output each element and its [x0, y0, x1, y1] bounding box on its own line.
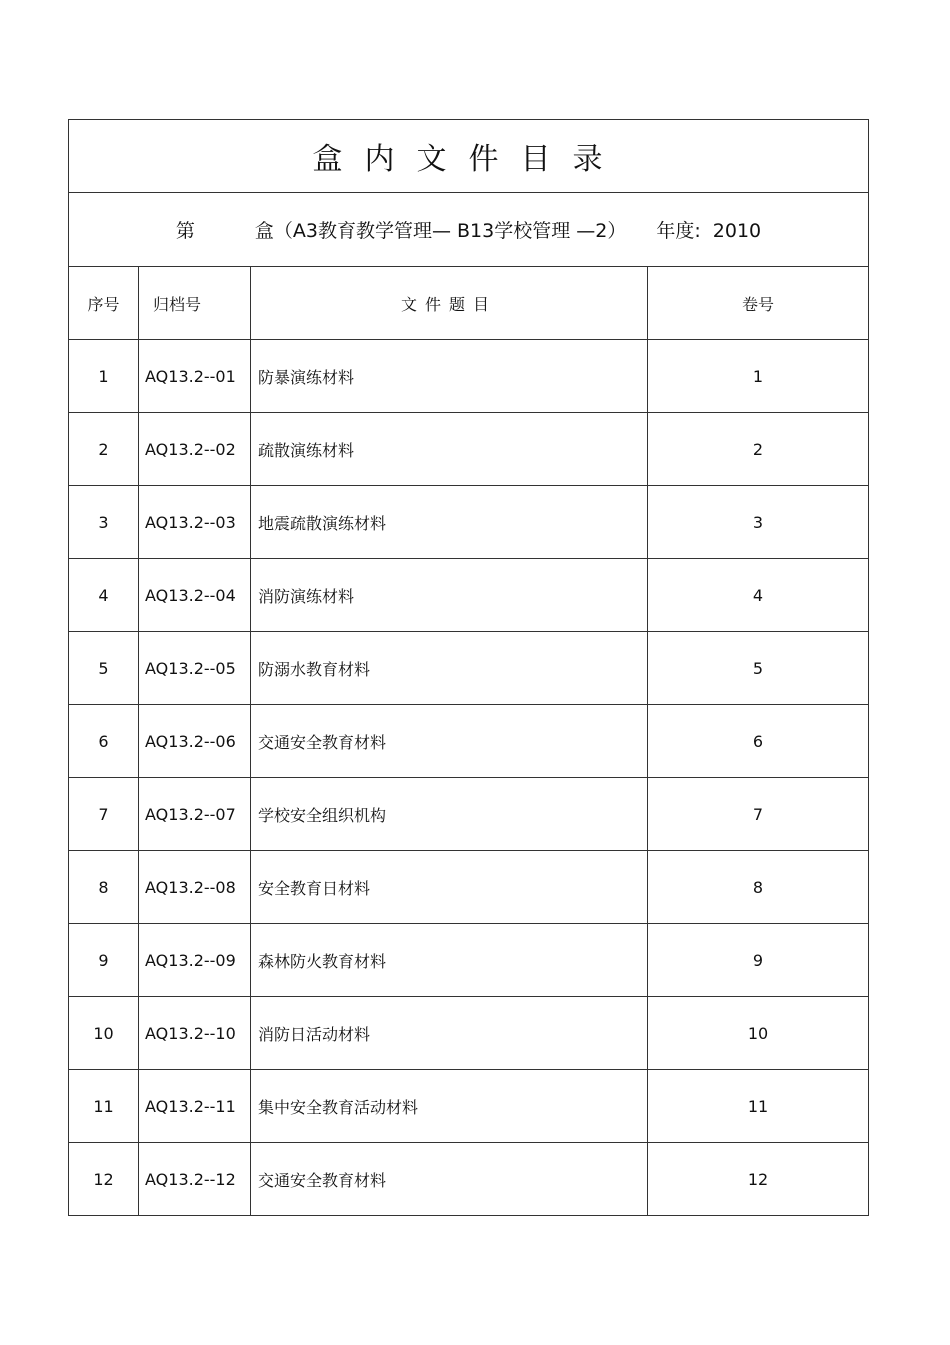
row-archive-no: AQ13.2--01	[139, 340, 251, 413]
header-volume: 卷号	[648, 267, 869, 340]
row-seq: 3	[69, 486, 139, 559]
header-doc-title: 文件题目	[251, 267, 648, 340]
row-volume: 3	[648, 486, 869, 559]
row-volume: 1	[648, 340, 869, 413]
row-volume: 4	[648, 559, 869, 632]
table-row	[69, 1070, 869, 1143]
row-seq: 11	[69, 1070, 139, 1143]
year-value: 2010	[712, 220, 762, 242]
table-header-row	[69, 267, 869, 340]
row-seq: 5	[69, 632, 139, 705]
table-row	[69, 413, 869, 486]
table-row	[69, 997, 869, 1070]
table-row	[69, 778, 869, 851]
row-seq: 9	[69, 924, 139, 997]
row-volume: 6	[648, 705, 869, 778]
row-archive-no: AQ13.2--09	[139, 924, 251, 997]
row-volume: 12	[648, 1143, 869, 1216]
row-doc-title: 消防日活动材料	[251, 997, 648, 1070]
row-volume: 8	[648, 851, 869, 924]
row-archive-no: AQ13.2--12	[139, 1143, 251, 1216]
row-archive-no: AQ13.2--05	[139, 632, 251, 705]
row-doc-title: 学校安全组织机构	[251, 778, 648, 851]
row-archive-no: AQ13.2--11	[139, 1070, 251, 1143]
row-seq: 7	[69, 778, 139, 851]
row-seq: 8	[69, 851, 139, 924]
row-volume: 2	[648, 413, 869, 486]
row-volume: 10	[648, 997, 869, 1070]
header-seq: 序号	[69, 267, 139, 340]
box-description: 盒（A3教育教学管理— B13学校管理 —2）	[254, 220, 627, 242]
table-row	[69, 705, 869, 778]
box-info	[69, 193, 869, 267]
row-archive-no: AQ13.2--02	[139, 413, 251, 486]
row-archive-no: AQ13.2--07	[139, 778, 251, 851]
table-row	[69, 559, 869, 632]
row-doc-title: 集中安全教育活动材料	[251, 1070, 648, 1143]
table-row	[69, 632, 869, 705]
row-doc-title: 消防演练材料	[251, 559, 648, 632]
row-archive-no: AQ13.2--04	[139, 559, 251, 632]
row-volume: 9	[648, 924, 869, 997]
row-volume: 5	[648, 632, 869, 705]
row-doc-title: 疏散演练材料	[251, 413, 648, 486]
row-doc-title: 地震疏散演练材料	[251, 486, 648, 559]
table-row	[69, 851, 869, 924]
row-seq: 12	[69, 1143, 139, 1216]
row-volume: 7	[648, 778, 869, 851]
year-label: 年度:	[656, 220, 701, 242]
row-archive-no: AQ13.2--08	[139, 851, 251, 924]
table-row	[69, 1143, 869, 1216]
row-doc-title: 森林防火教育材料	[251, 924, 648, 997]
row-doc-title: 安全教育日材料	[251, 851, 648, 924]
table-row	[69, 924, 869, 997]
table-row	[69, 486, 869, 559]
row-seq: 4	[69, 559, 139, 632]
box-prefix: 第	[175, 220, 195, 242]
row-archive-no: AQ13.2--10	[139, 997, 251, 1070]
row-doc-title: 交通安全教育材料	[251, 1143, 648, 1216]
row-seq: 6	[69, 705, 139, 778]
row-seq: 10	[69, 997, 139, 1070]
row-doc-title: 防暴演练材料	[251, 340, 648, 413]
row-seq: 1	[69, 340, 139, 413]
row-doc-title: 交通安全教育材料	[251, 705, 648, 778]
row-archive-no: AQ13.2--03	[139, 486, 251, 559]
row-volume: 11	[648, 1070, 869, 1143]
row-archive-no: AQ13.2--06	[139, 705, 251, 778]
header-archive-no: 归档号	[139, 267, 251, 340]
file-catalog-table	[68, 119, 869, 1216]
table-row	[69, 340, 869, 413]
row-seq: 2	[69, 413, 139, 486]
row-doc-title: 防溺水教育材料	[251, 632, 648, 705]
page-title: 盒内文件目录	[69, 120, 869, 193]
